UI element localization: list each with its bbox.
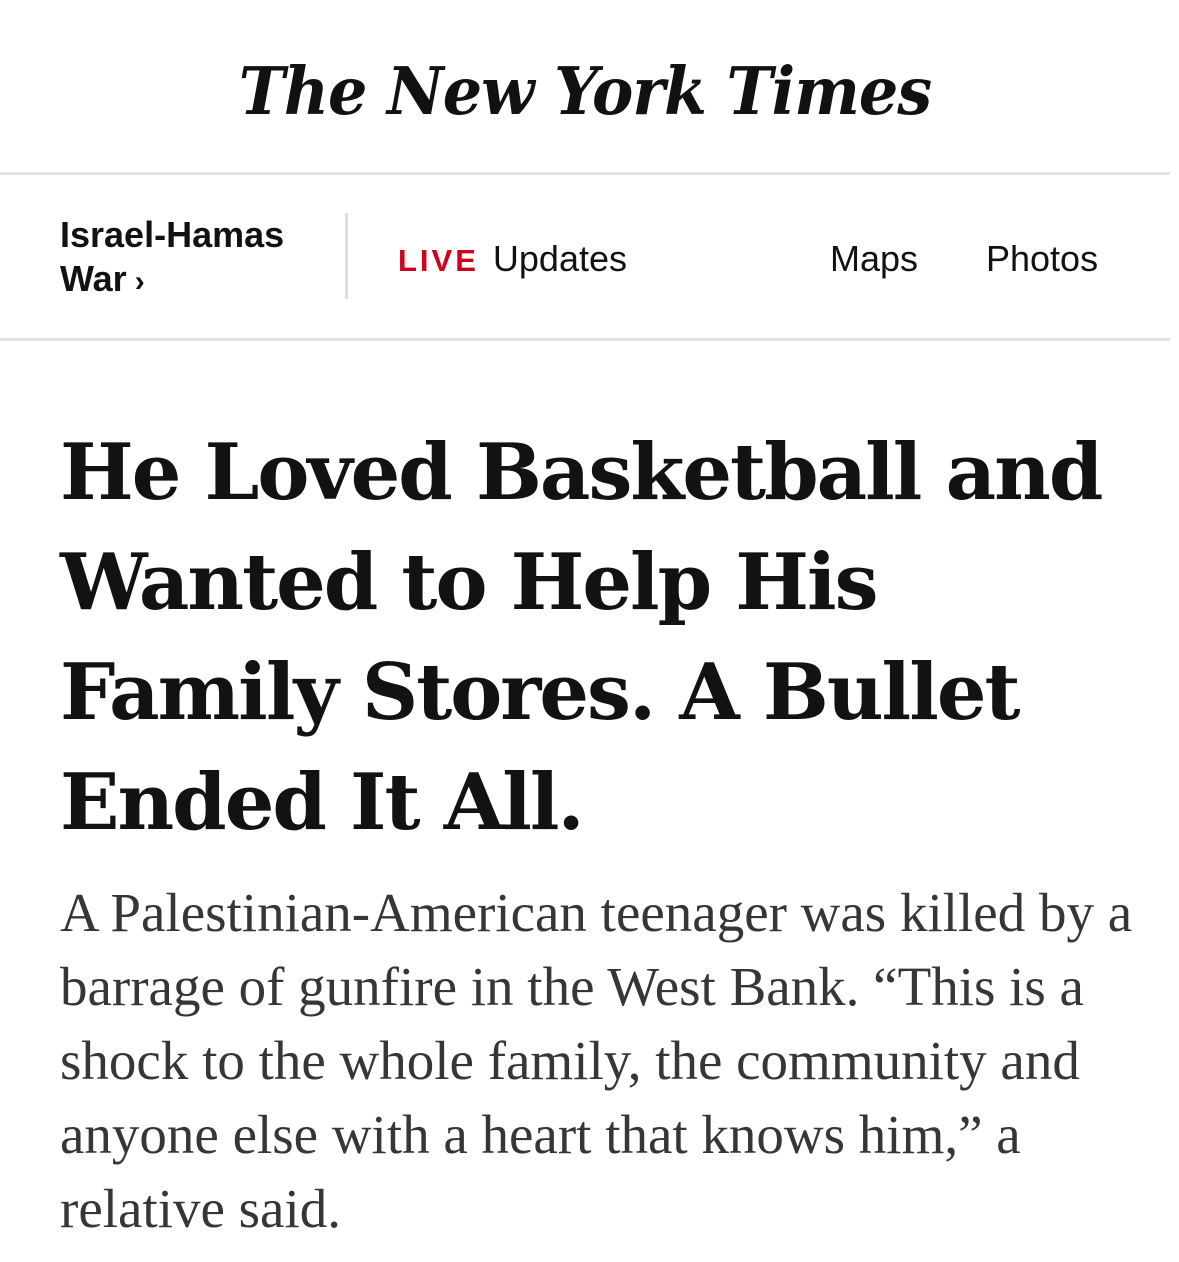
photos-link[interactable]: Photos	[986, 238, 1099, 279]
nav-divider	[345, 213, 348, 299]
section-subnav	[0, 175, 1170, 341]
section-link-israel-hamas-war[interactable]	[60, 213, 320, 304]
live-updates-link[interactable]	[398, 237, 627, 283]
live-updates-label: Updates	[492, 238, 627, 279]
live-badge: LIVE	[398, 243, 479, 278]
section-link-label: Israel-Hamas War	[60, 214, 285, 299]
chevron-right-icon: ›	[134, 265, 145, 298]
masthead	[0, 0, 1170, 175]
nyt-logo[interactable]: The New York Times	[238, 52, 932, 130]
article-summary: A Palestinian-American teenager was killed by a barrage of gunfire in the West Bank. “This is a shock to the whole family, the community and anyone else with a heart that knows him,” a relative said.	[60, 882, 1133, 1239]
article-headline: He Loved Basketball and Wanted to Help His Family Stores. A Bullet Ended It All.	[60, 427, 1102, 848]
maps-link[interactable]: Maps	[830, 238, 919, 279]
